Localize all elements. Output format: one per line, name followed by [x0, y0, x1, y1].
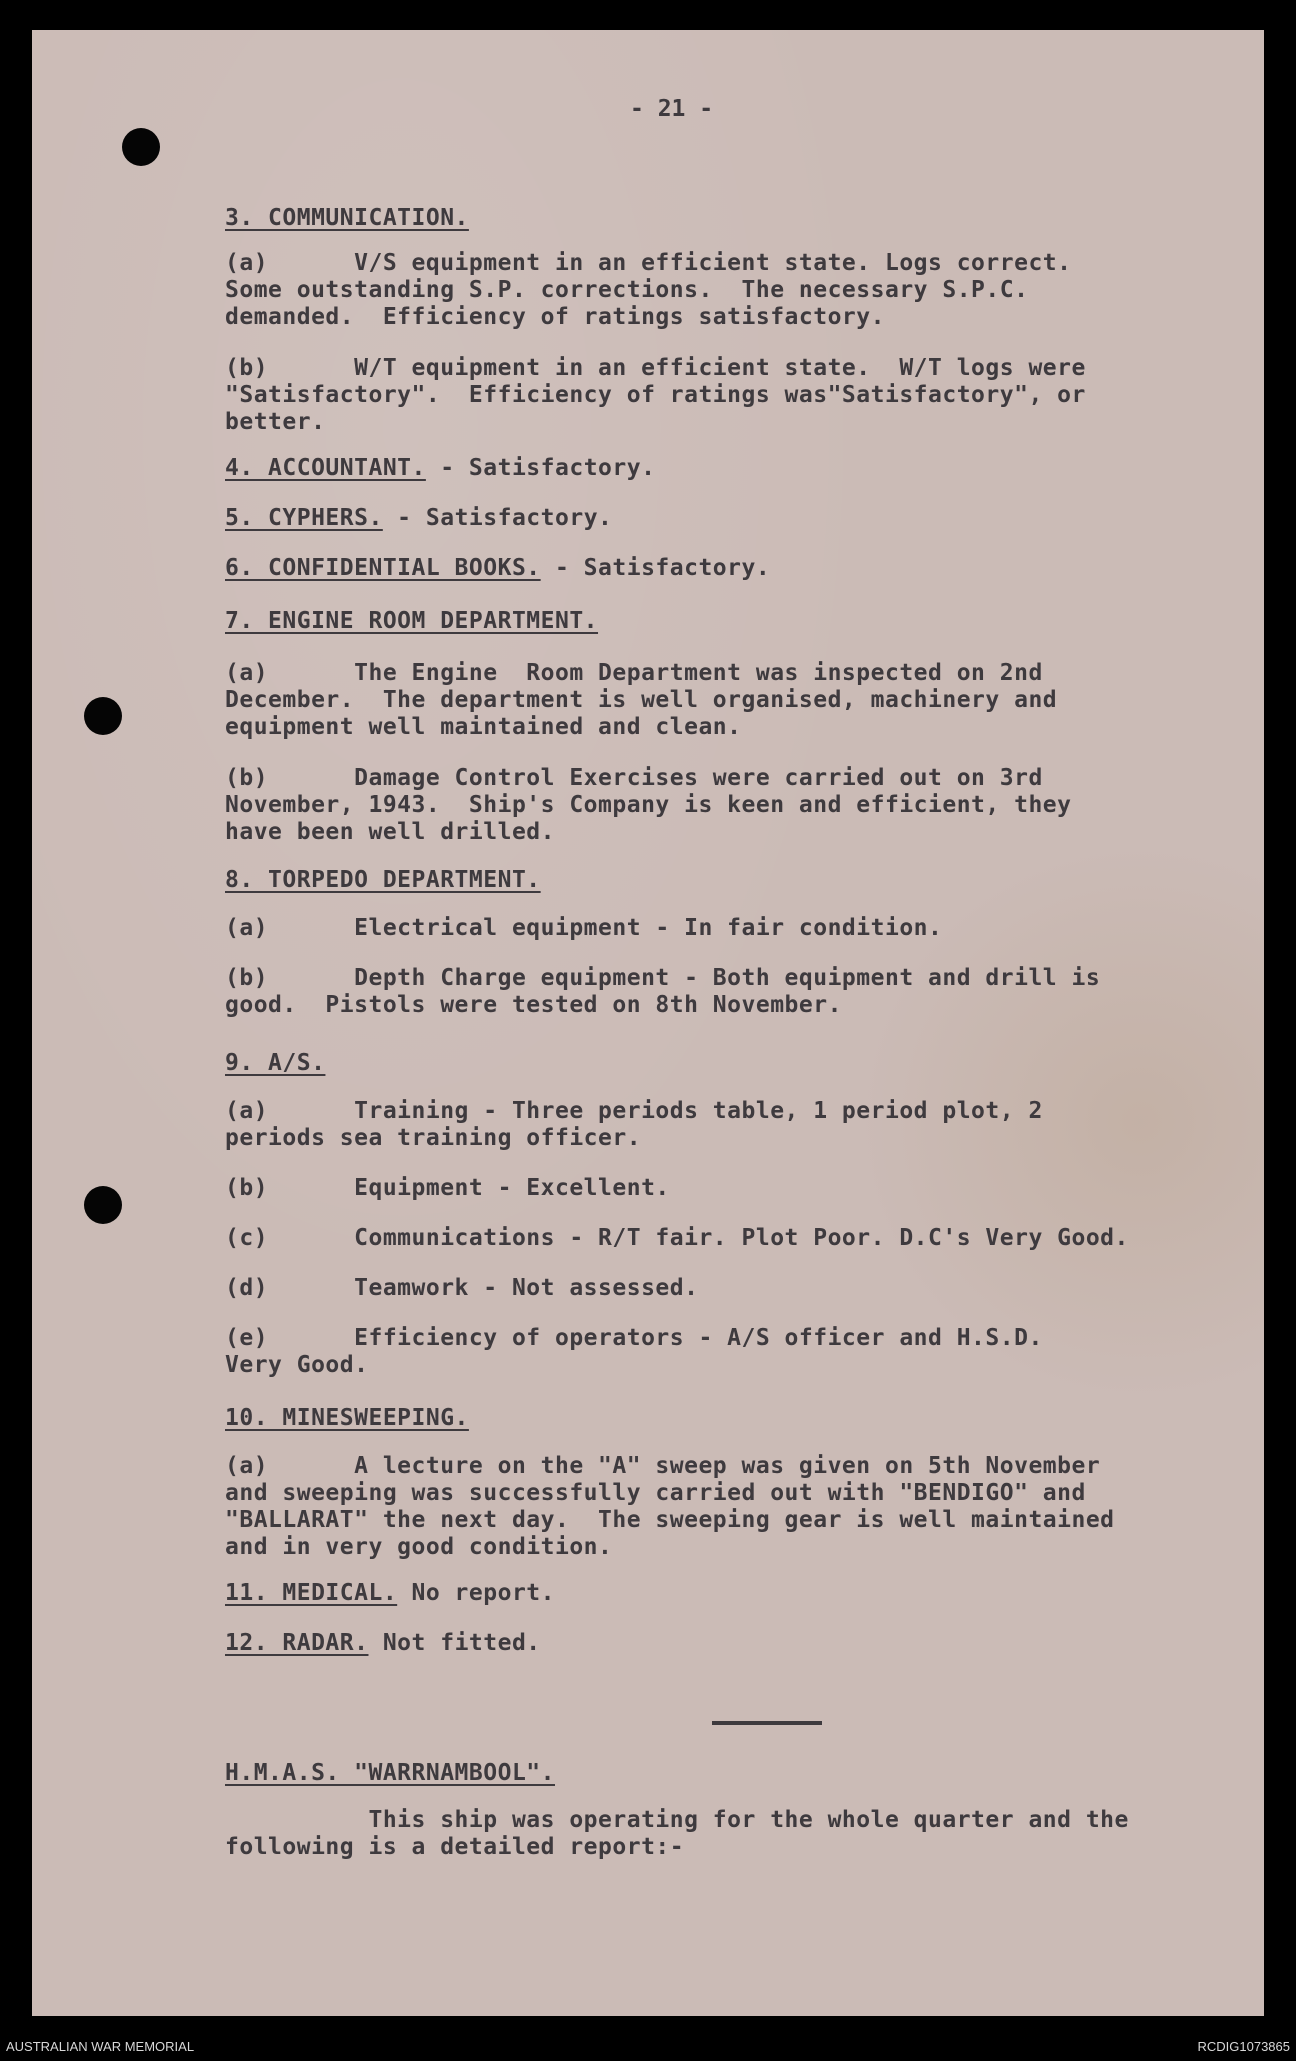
- section-title: 7. ENGINE ROOM DEPARTMENT.: [225, 608, 599, 634]
- item-line: Very Good.: [225, 1352, 369, 1378]
- section-status: Not fitted.: [368, 1630, 541, 1656]
- footer-left: AUSTRALIAN WAR MEMORIAL: [6, 2039, 195, 2054]
- item-line: (a) Training - Three periods table, 1 period plot, 2: [225, 1098, 1043, 1124]
- page-number: - 21 -: [630, 96, 714, 122]
- ship-section: [225, 1760, 1205, 1861]
- section-title: 9. A/S.: [225, 1050, 326, 1076]
- item-line: good. Pistols were tested on 8th November.: [225, 992, 842, 1018]
- item-line: equipment well maintained and clean.: [225, 714, 742, 740]
- item-line: (b) W/T equipment in an efficient state. W/T logs were: [225, 355, 1086, 381]
- section-item: [225, 250, 1205, 331]
- section-title: 4. ACCOUNTANT.: [225, 455, 426, 481]
- item-line: and sweeping was successfully carried out with "BENDIGO" and: [225, 1480, 1086, 1506]
- section-heading-s6: [225, 555, 1205, 582]
- section-item: [225, 765, 1205, 846]
- section-status: - Satisfactory.: [382, 505, 613, 531]
- section-item: [225, 1175, 1205, 1202]
- item-line: demanded. Efficiency of ratings satisfactory.: [225, 304, 885, 330]
- item-line: (a) Electrical equipment - In fair condition.: [225, 915, 943, 941]
- punch-hole: [84, 1186, 122, 1224]
- item-line: (d) Teamwork - Not assessed.: [225, 1275, 699, 1301]
- section-title: 10. MINESWEEPING.: [225, 1405, 469, 1431]
- section-heading-s12: [225, 1630, 1205, 1657]
- section-heading-s11: [225, 1580, 1205, 1607]
- item-line: better.: [225, 409, 326, 435]
- section-heading-s7: [225, 608, 1205, 635]
- item-line: "BALLARAT" the next day. The sweeping gear is well maintained: [225, 1507, 1115, 1533]
- punch-hole: [122, 128, 160, 166]
- section-heading-s4: [225, 455, 1205, 482]
- section-heading-s10: [225, 1405, 1205, 1432]
- item-line: (b) Damage Control Exercises were carried out on 3rd: [225, 765, 1043, 791]
- item-line: (a) A lecture on the "A" sweep was given on 5th November: [225, 1453, 1101, 1479]
- ship-para-line: following is a detailed report:-: [225, 1834, 685, 1860]
- item-line: (b) Equipment - Excellent.: [225, 1175, 670, 1201]
- item-line: (e) Efficiency of operators - A/S officer and H.S.D.: [225, 1325, 1043, 1351]
- item-line: and in very good condition.: [225, 1534, 613, 1560]
- item-line: have been well drilled.: [225, 819, 555, 845]
- ship-para-line: This ship was operating for the whole quarter and the: [225, 1807, 1129, 1833]
- item-line: (a) The Engine Room Department was inspected on 2nd: [225, 660, 1043, 686]
- ship-heading: H.M.A.S. "WARRNAMBOOL".: [225, 1760, 555, 1786]
- section-status: No report.: [397, 1580, 555, 1606]
- section-title: 8. TORPEDO DEPARTMENT.: [225, 867, 541, 893]
- section-item: [225, 1325, 1205, 1379]
- section-title: 11. MEDICAL.: [225, 1580, 398, 1606]
- item-line: December. The department is well organised, machinery and: [225, 687, 1058, 713]
- section-title: 6. CONFIDENTIAL BOOKS.: [225, 555, 541, 581]
- section-item: [225, 355, 1205, 436]
- section-heading-s5: [225, 505, 1205, 532]
- section-item: [225, 1453, 1205, 1561]
- section-heading-s3: [225, 205, 1205, 232]
- item-line: "Satisfactory". Efficiency of ratings was"Satisfactory", or: [225, 382, 1086, 408]
- footer-right: RCDIG1073865: [1197, 2039, 1290, 2054]
- section-title: 3. COMMUNICATION.: [225, 205, 469, 231]
- item-line: (a) V/S equipment in an efficient state. Logs correct.: [225, 250, 1072, 276]
- section-heading-s8: [225, 867, 1205, 894]
- section-item: [225, 965, 1205, 1019]
- section-item: [225, 1275, 1205, 1302]
- section-title: 5. CYPHERS.: [225, 505, 383, 531]
- section-title: 12. RADAR.: [225, 1630, 369, 1656]
- section-heading-s9: [225, 1050, 1205, 1077]
- item-line: periods sea training officer.: [225, 1125, 642, 1151]
- section-item: [225, 1225, 1205, 1252]
- section-item: [225, 660, 1205, 741]
- item-line: (b) Depth Charge equipment - Both equipment and drill is: [225, 965, 1101, 991]
- section-item: [225, 1098, 1205, 1152]
- section-item: [225, 915, 1205, 942]
- item-line: (c) Communications - R/T fair. Plot Poor. D.C's Very Good.: [225, 1225, 1129, 1251]
- section-status: - Satisfactory.: [425, 455, 656, 481]
- section-status: - Satisfactory.: [540, 555, 771, 581]
- item-line: Some outstanding S.P. corrections. The necessary S.P.C.: [225, 277, 1029, 303]
- section-divider: [712, 1721, 822, 1725]
- item-line: November, 1943. Ship's Company is keen and efficient, they: [225, 792, 1072, 818]
- punch-hole: [84, 697, 122, 735]
